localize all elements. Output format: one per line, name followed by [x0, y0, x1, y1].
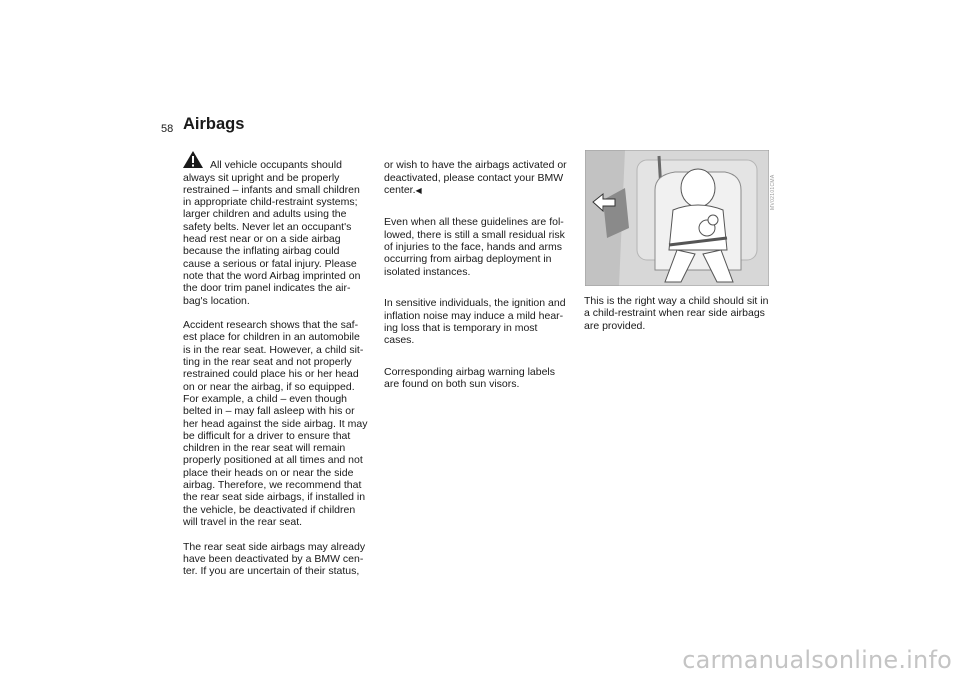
figure-code: MV02101CMA	[770, 174, 776, 210]
contact-paragraph	[384, 159, 578, 197]
page-number: 58	[161, 123, 174, 135]
labels-paragraph: Corresponding airbag warning labels are found on both sun visors.	[384, 365, 556, 391]
figure-caption: This is the right way a child should sit in a child-restraint when rear side airbags are provided.	[584, 295, 769, 332]
safety-paragraph: All vehicle occupants should always sit upright and be properly restrained – infants and small children in appropriate child-restraint systems; larger children and adults using the safety belts. Never let an occupant's head rest near or on a side airbag because the inflating airbag could cause a serious or fatal injury. Please note that the word Airbag imprinted on the door trim panel indicates the air- bag's location.	[183, 159, 361, 307]
deactivation-paragraph: The rear seat side airbags may already have been deactivated by a BMW cen- ter. If you are uncertain of their status,	[183, 540, 366, 578]
end-marker-icon: ◀	[415, 185, 422, 195]
hearing-paragraph: In sensitive individuals, the ignition and inflation noise may induce a mild hear- ing loss that is temporary in most cases.	[384, 297, 566, 347]
text-column-middle	[384, 147, 578, 403]
child-restraint-illustration	[585, 150, 769, 286]
rear-seat-paragraph: Accident research shows that the saf- est place for children in an automobile is in the rear seat. However, a child sit- ting in the rear seat and not properly restrained could place his or her head on or near the airbag, if so equipped. For example, a child – even though belted in – may fall asleep with his or her head against the side airbag. It may be difficult for a driver to ensure that children in the rear seat will remain properly positioned at all times and not place their heads on or near the side airbag. Therefore, we recommend that the rear seat side airbags, if installed in the vehicle, be deactivated if children will travel in the rear seat.	[183, 319, 368, 528]
residual-risk-paragraph: Even when all these guidelines are fol- lowed, there is still a small residual risk of injuries to the face, hands and arms occurring from airbag deployment in isolated instances.	[384, 216, 565, 278]
watermark: carmanualsonline.info	[682, 646, 952, 674]
child-seat-drawing	[585, 150, 769, 286]
contact-text: or wish to have the airbags activated or deactivated, please contact your BMW center.	[384, 159, 567, 196]
page-title: Airbags	[183, 115, 245, 133]
text-column-left	[183, 147, 377, 590]
